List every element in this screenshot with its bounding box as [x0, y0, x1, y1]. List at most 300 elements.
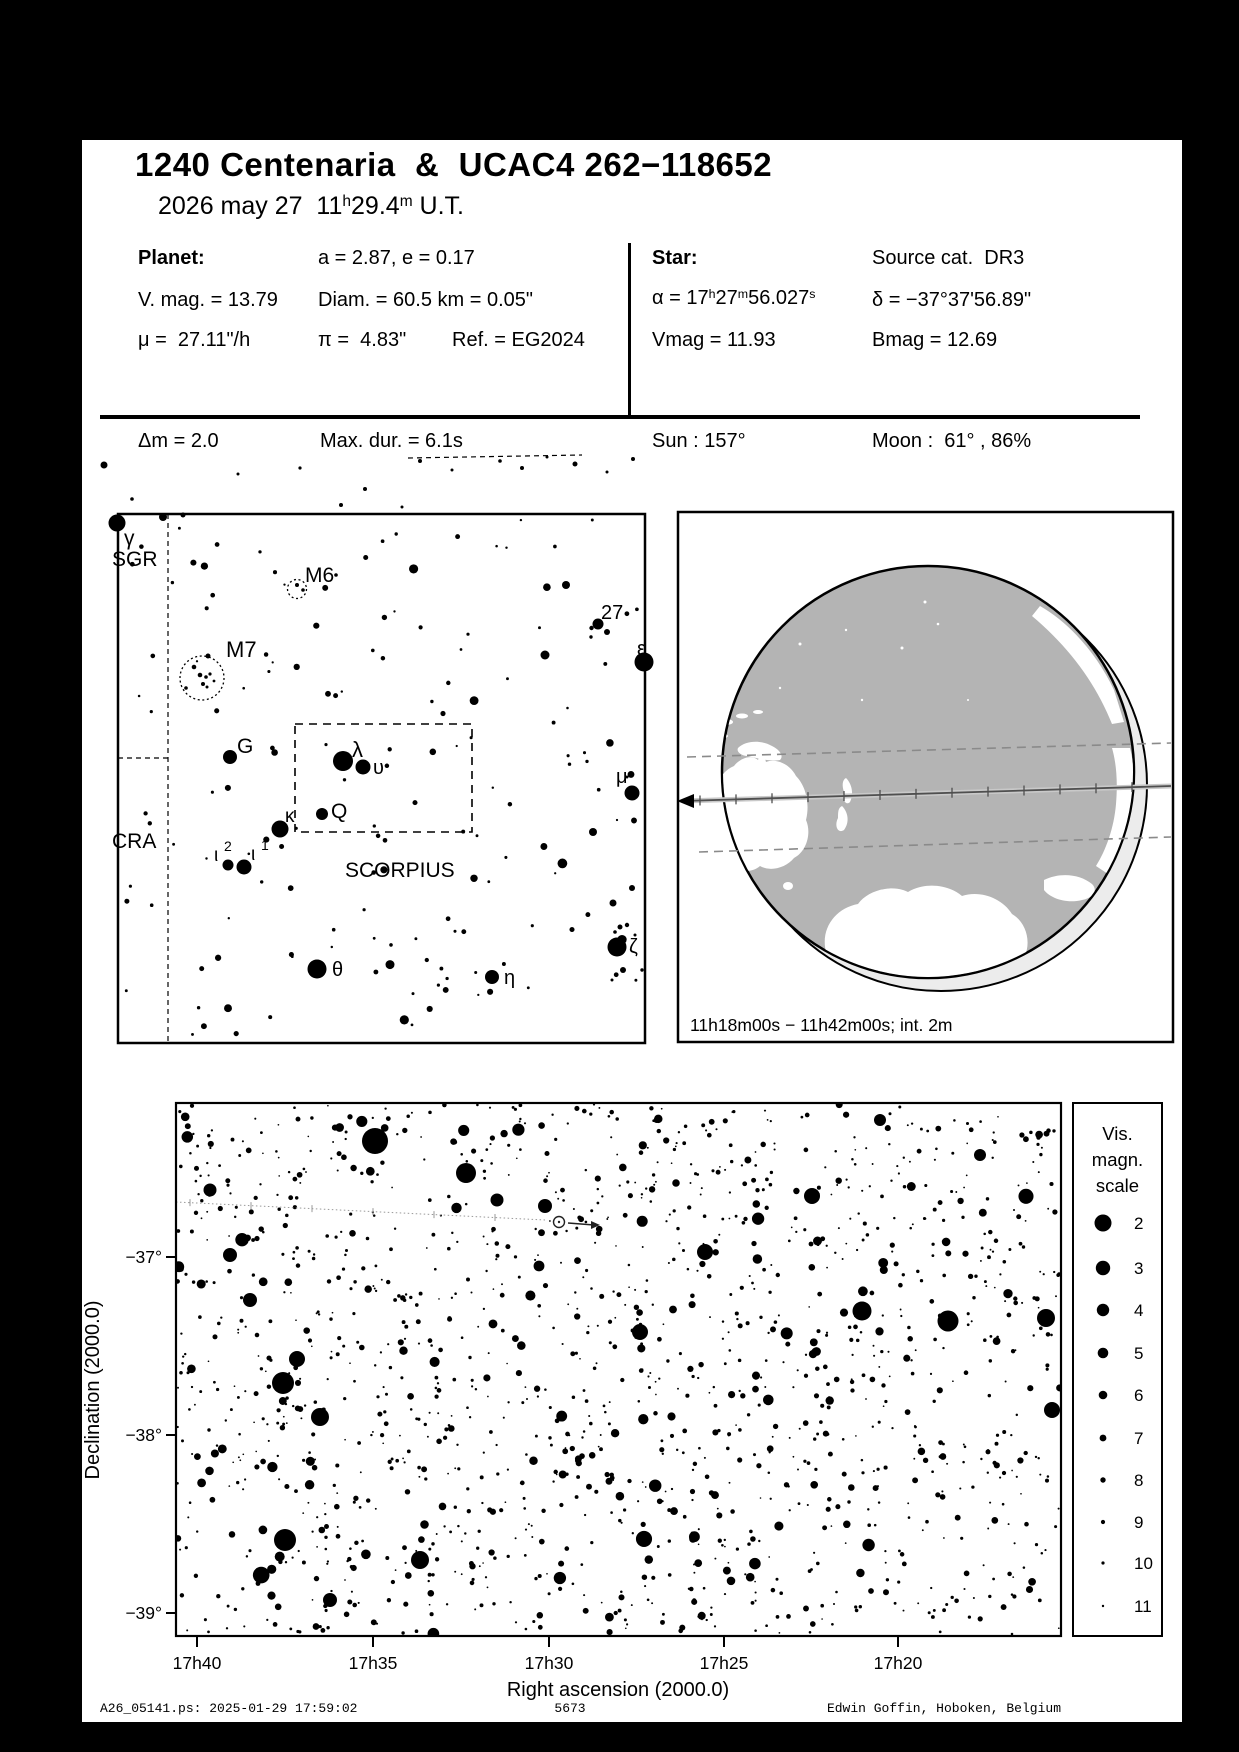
chart-label: G — [237, 735, 254, 758]
star-dot — [318, 1527, 325, 1534]
star-dot — [648, 1386, 651, 1389]
bright-star-dot — [223, 1248, 237, 1262]
star-dot — [470, 1581, 475, 1586]
star-dot — [470, 696, 479, 705]
bright-star-dot — [974, 1149, 986, 1161]
star-dot — [987, 1528, 989, 1530]
star-dot — [992, 1578, 995, 1581]
star-dot — [782, 1361, 784, 1363]
star-dot — [1039, 1271, 1041, 1273]
star-dot — [390, 1466, 394, 1470]
star-dot — [738, 1359, 742, 1363]
star-dot — [724, 1539, 726, 1541]
bright-star-dot — [362, 1128, 388, 1154]
star-dot — [743, 1217, 747, 1221]
planet-motion: μ = 27.11"/h — [138, 329, 251, 351]
star-dot — [292, 1405, 294, 1407]
star-dot — [770, 1326, 776, 1332]
constellation-boundary — [408, 455, 582, 458]
chart-label: ι — [214, 845, 219, 866]
star-dot — [902, 1562, 907, 1567]
star-dot — [963, 1588, 965, 1590]
star-dot — [380, 1351, 382, 1353]
star-dot — [567, 1303, 569, 1305]
star-dot — [306, 1457, 315, 1466]
star-dot — [980, 1458, 982, 1460]
star-dot — [403, 1602, 408, 1607]
star-dot — [1008, 1523, 1010, 1525]
star-dot — [788, 1240, 791, 1243]
star-dot — [276, 1194, 278, 1196]
star-dot — [705, 1129, 707, 1131]
star-dot — [437, 1412, 439, 1414]
star-dot — [601, 1602, 603, 1604]
star-dot — [677, 1388, 679, 1390]
star-dot — [816, 1562, 820, 1566]
star-dot — [729, 1191, 731, 1193]
legend-mag-dot — [1101, 1520, 1105, 1524]
star-dot — [588, 1415, 590, 1417]
star-dot — [842, 1258, 844, 1260]
star-dot — [532, 1620, 535, 1623]
star-dot — [589, 626, 593, 630]
star-dot — [324, 743, 327, 746]
star-dot — [498, 459, 502, 463]
star-dot — [436, 1533, 438, 1535]
star-dot — [507, 1555, 510, 1558]
star-dot — [903, 1355, 910, 1362]
star-dot — [625, 611, 630, 616]
star-dot — [393, 610, 395, 612]
star-dot — [914, 1425, 916, 1427]
star-dot — [611, 1429, 619, 1437]
star-dot — [299, 1182, 301, 1184]
star-dot — [647, 1598, 650, 1601]
star-dot — [583, 1608, 589, 1614]
star-dot — [729, 1293, 732, 1296]
star-dot — [971, 1320, 973, 1322]
star-dot — [983, 1233, 986, 1236]
star-dot — [769, 1451, 771, 1453]
star-dot — [224, 1004, 232, 1012]
star-dot — [417, 1418, 420, 1421]
star-dot — [880, 1350, 883, 1353]
star-dot — [404, 1325, 408, 1329]
star-dot — [755, 1591, 757, 1593]
star-dot — [833, 1603, 835, 1605]
star-dot — [862, 1373, 866, 1377]
named-star-dot — [629, 885, 635, 891]
star-dot — [1041, 1147, 1043, 1149]
star-dot — [821, 1618, 823, 1620]
star-dot — [493, 1556, 497, 1560]
star-dot — [374, 1287, 376, 1289]
star-dot — [756, 1372, 758, 1374]
moon-elongation: Moon : 61° , 86% — [872, 430, 1032, 452]
star-dot — [900, 1552, 905, 1557]
star-dot — [873, 1485, 879, 1491]
star-dot — [242, 687, 245, 690]
star-dot — [537, 1395, 539, 1397]
star-dot — [812, 1347, 821, 1356]
star-dot — [883, 1589, 889, 1595]
star-dot — [310, 1116, 313, 1119]
star-dot — [255, 1451, 257, 1453]
star-dot — [776, 1578, 779, 1581]
star-dot — [480, 1475, 484, 1479]
star-dot — [809, 1631, 812, 1634]
star-dot — [405, 1572, 412, 1579]
star-dot — [628, 1193, 633, 1198]
star-dot — [890, 1180, 892, 1182]
star-dot — [712, 1429, 718, 1435]
star-dot — [668, 1573, 672, 1577]
star-dot — [226, 1627, 228, 1629]
star-dot — [995, 1442, 999, 1446]
star-dot — [207, 1134, 210, 1137]
star-dot — [762, 1188, 765, 1191]
star-dot — [590, 1541, 593, 1544]
star-dot — [1032, 1296, 1036, 1300]
star-dot — [519, 1148, 522, 1151]
star-dot — [308, 1451, 311, 1454]
star-dot — [283, 1223, 288, 1228]
star-dot — [652, 1304, 654, 1306]
star-dot — [962, 1251, 968, 1257]
star-dot — [197, 1006, 200, 1009]
star-dot — [878, 1501, 880, 1503]
star-dot — [451, 1297, 453, 1299]
chart-label: κ — [285, 806, 295, 827]
star-dot — [987, 1255, 991, 1259]
named-star-dot — [613, 930, 617, 934]
star-dot — [314, 1400, 318, 1404]
star-dot — [404, 1562, 406, 1564]
star-dot — [822, 1525, 827, 1530]
star-dot — [878, 1366, 880, 1368]
star-dot — [585, 1269, 588, 1272]
star-dot — [505, 546, 507, 548]
bright-star-dot — [323, 1593, 337, 1607]
named-star-dot — [334, 573, 338, 577]
header-rule — [100, 415, 1140, 419]
star-dot — [816, 1433, 819, 1436]
star-dot — [736, 1547, 739, 1550]
star-dot — [689, 1535, 696, 1542]
star-dot — [912, 1223, 914, 1225]
star-dot — [396, 1133, 398, 1135]
star-dot — [388, 747, 392, 751]
star-dot — [339, 503, 343, 507]
star-dot — [181, 1362, 184, 1365]
star-dot — [931, 1615, 935, 1619]
star-dot — [701, 1187, 703, 1189]
star-dot — [130, 497, 134, 501]
star-dot — [451, 469, 454, 472]
named-star-dot — [184, 686, 188, 690]
star-dot — [336, 1275, 341, 1280]
star-dot — [1002, 1471, 1006, 1475]
star-dot — [1002, 1503, 1005, 1506]
star-dot — [570, 1351, 575, 1356]
star-dot — [296, 1117, 301, 1122]
star-dot — [234, 1385, 236, 1387]
star-dot — [296, 1263, 300, 1267]
star-dot — [863, 1222, 867, 1226]
star-dot — [248, 1549, 251, 1552]
star-dot — [628, 1264, 631, 1267]
star-dot — [1003, 1289, 1012, 1298]
star-dot — [739, 1390, 741, 1392]
star-dot — [963, 1444, 965, 1446]
star-dot — [305, 1480, 315, 1490]
star-dot — [375, 1508, 377, 1510]
star-dot — [893, 1217, 895, 1219]
legend-mag-label: 2 — [1134, 1214, 1144, 1233]
star-dot — [655, 1394, 657, 1396]
star-dot — [579, 1358, 581, 1360]
star-dot — [178, 1266, 184, 1272]
star-dot — [598, 1446, 600, 1448]
star-dot — [402, 1545, 407, 1550]
star-dot — [590, 1209, 593, 1212]
star-dot — [492, 786, 494, 788]
star-dot — [371, 1619, 377, 1625]
star-dot — [383, 1410, 386, 1413]
star-dot — [541, 1509, 545, 1513]
star-dot — [266, 1355, 271, 1360]
chart-label: Q — [331, 800, 348, 823]
star-dot — [810, 1481, 818, 1489]
star-dot — [902, 1273, 905, 1276]
star-dot — [525, 1291, 535, 1301]
star-dot — [992, 1250, 994, 1252]
star-dot — [290, 1292, 292, 1294]
star-dot — [486, 1243, 488, 1245]
star-dot — [608, 1115, 611, 1118]
star-dot — [618, 1609, 622, 1613]
star-dot — [737, 1457, 742, 1462]
star-dot — [609, 1473, 614, 1478]
star-dot — [714, 1558, 716, 1560]
star-dot — [918, 1448, 926, 1456]
field-chart — [82, 1085, 1182, 1703]
star-dot — [471, 1149, 476, 1154]
star-dot — [907, 1182, 916, 1191]
star-dot — [662, 1613, 665, 1616]
star-dot — [302, 1459, 305, 1462]
named-star-dot — [223, 750, 237, 764]
star-dot — [792, 1386, 794, 1388]
star-dot — [585, 1221, 588, 1224]
star-dot — [192, 1280, 195, 1283]
star-dot — [447, 1473, 449, 1475]
star-dot — [769, 1183, 773, 1187]
star-dot — [657, 1545, 660, 1548]
star-dot — [952, 1380, 954, 1382]
star-dot — [466, 633, 469, 636]
star-dot — [955, 1515, 961, 1521]
star-dot — [659, 1447, 664, 1452]
star-dot — [546, 1573, 548, 1575]
star-dot — [967, 1323, 970, 1326]
star-dot — [227, 1605, 230, 1608]
star-dot — [888, 1112, 891, 1115]
y-tick-label: −39° — [125, 1603, 162, 1623]
star-dot — [606, 739, 614, 747]
star-dot — [225, 785, 231, 791]
chart-label: SCORPIUS — [345, 859, 455, 882]
star-dot — [469, 1563, 475, 1569]
star-dot — [727, 1432, 731, 1436]
star-dot — [728, 1349, 731, 1352]
star-dot — [900, 1309, 902, 1311]
star-dot — [724, 1593, 726, 1595]
star-dot — [560, 1188, 565, 1193]
named-star-dot — [213, 680, 216, 683]
star-dot — [813, 1237, 822, 1246]
star-dot — [297, 1172, 303, 1178]
star-dot — [1047, 1208, 1049, 1210]
star-dot — [461, 1540, 463, 1542]
star-dot — [483, 1170, 486, 1173]
star-dot — [963, 1187, 965, 1189]
star-dot — [539, 1539, 545, 1545]
star-dot — [234, 1031, 239, 1036]
star-dot — [386, 1116, 391, 1121]
star-dot — [527, 986, 530, 989]
star-dot — [941, 1490, 943, 1492]
star-dot — [440, 711, 445, 716]
star-dot — [354, 1541, 358, 1545]
star-dot — [1030, 1132, 1032, 1134]
star-dot — [489, 1430, 493, 1434]
star-dot — [945, 1603, 948, 1606]
star-dot — [1011, 1349, 1015, 1353]
star-dot — [464, 1532, 466, 1534]
star-dot — [853, 1136, 855, 1138]
star-dot — [418, 459, 422, 463]
star-dot — [344, 1612, 350, 1618]
max-duration: Max. dur. = 6.1s — [320, 430, 463, 452]
star-dot — [989, 1359, 992, 1362]
star-dot — [713, 1386, 715, 1388]
star-dot — [506, 1363, 508, 1365]
star-dot — [857, 1212, 859, 1214]
star-dot — [779, 1591, 783, 1595]
star-dot — [698, 1544, 700, 1546]
star-dot — [199, 1175, 201, 1177]
star-dot — [475, 1388, 477, 1390]
star-dot — [366, 1167, 375, 1176]
star-dot — [343, 778, 346, 781]
star-dot — [614, 1611, 618, 1615]
star-dot — [358, 1602, 360, 1604]
star-dot — [991, 1517, 998, 1524]
star-dot — [718, 1234, 720, 1236]
star-dot — [817, 1292, 822, 1297]
star-dot — [911, 1372, 915, 1376]
star-dot — [331, 1351, 333, 1353]
star-dot — [185, 1546, 188, 1549]
star-dot — [572, 1582, 575, 1585]
star-dot — [495, 1258, 497, 1260]
star-dot — [292, 1257, 295, 1260]
star-dot — [400, 1295, 405, 1300]
star-dot — [770, 1120, 772, 1122]
star-dot — [525, 1529, 527, 1531]
star-dot — [661, 1439, 664, 1442]
star-dot — [188, 1408, 191, 1411]
star-dot — [1032, 1334, 1034, 1336]
star-dot — [634, 1289, 636, 1291]
star-dot — [724, 1169, 726, 1171]
star-dot — [903, 1157, 905, 1159]
star-dot — [810, 1621, 816, 1627]
star-dot — [518, 1276, 521, 1279]
star-dot — [452, 1428, 454, 1430]
star-dot — [212, 1334, 217, 1339]
star-dot — [585, 760, 588, 763]
star-dot — [373, 937, 376, 940]
star-dot — [531, 924, 534, 927]
star-dot — [414, 937, 417, 940]
star-dot — [784, 1482, 789, 1487]
star-dot — [429, 1604, 431, 1606]
star-dot — [197, 1479, 206, 1488]
star-dot — [884, 1550, 886, 1552]
star-dot — [942, 1219, 945, 1222]
star-dot — [430, 1357, 440, 1367]
star-dot — [842, 1472, 847, 1477]
star-dot — [696, 1270, 698, 1272]
star-dot — [937, 1387, 943, 1393]
star-dot — [507, 1469, 509, 1471]
star-dot — [671, 1162, 673, 1164]
star-dot — [1039, 1326, 1043, 1330]
star-dot — [817, 1186, 821, 1190]
star-dot — [488, 1549, 494, 1555]
star-dot — [461, 1336, 464, 1339]
star-dot — [950, 1190, 953, 1193]
star-dot — [562, 1343, 564, 1345]
star-dot — [218, 1164, 221, 1167]
star-dot — [377, 1412, 382, 1417]
globe-panel — [670, 505, 1182, 1050]
star-dot — [559, 1503, 563, 1507]
named-star-dot — [620, 967, 626, 973]
sun-elongation: Sun : 157° — [652, 430, 746, 452]
star-dot — [935, 1148, 938, 1151]
bright-star-dot — [697, 1244, 713, 1260]
star-dot — [334, 1504, 340, 1510]
star-dot — [178, 527, 181, 530]
star-dot — [678, 1242, 680, 1244]
star-dot — [187, 1516, 189, 1518]
star-dot — [425, 958, 429, 962]
star-dot — [235, 1206, 238, 1209]
star-dot — [435, 1557, 439, 1561]
star-dot — [508, 1174, 510, 1176]
star-dot — [308, 1250, 311, 1253]
star-dot — [495, 545, 498, 548]
star-dot — [205, 857, 207, 859]
star-dot — [1018, 1184, 1020, 1186]
star-dot — [728, 1562, 730, 1564]
star-dot — [500, 1130, 507, 1137]
star-dot — [503, 1417, 505, 1419]
star-dot — [678, 1629, 683, 1634]
